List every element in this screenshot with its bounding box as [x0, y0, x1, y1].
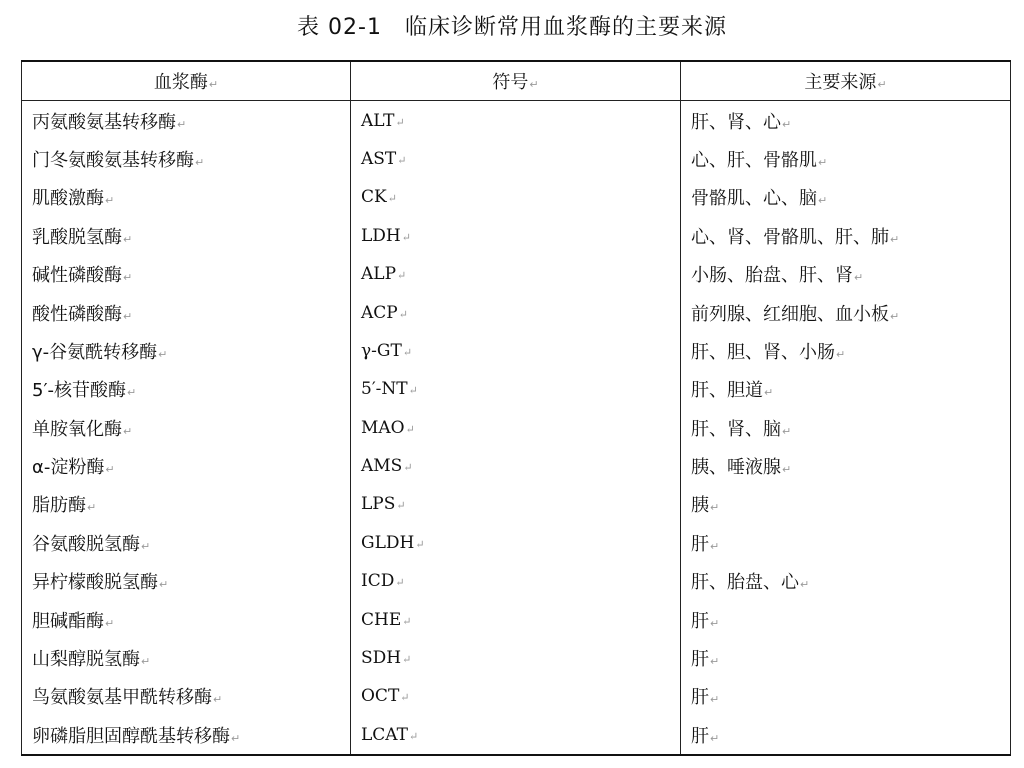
enzyme-cell — [22, 293, 351, 331]
symbol-cell-text: ICD — [361, 571, 395, 592]
paragraph-mark-icon — [710, 732, 719, 745]
enzyme-cell-text: 脂肪酶 — [32, 495, 86, 517]
symbol-cell-text: MAO — [361, 417, 405, 438]
paragraph-mark-icon — [403, 461, 412, 474]
paragraph-mark-icon — [123, 233, 132, 246]
table-title: 表 02-1 临床诊断常用血浆酶的主要来源 — [297, 15, 727, 40]
symbol-cell-text: γ-GT — [361, 340, 402, 361]
paragraph-mark-icon — [400, 691, 409, 704]
enzyme-cell — [22, 370, 351, 408]
source-cell — [681, 293, 1011, 331]
column-header-enzyme — [22, 61, 351, 101]
source-cell-text: 肝 — [691, 649, 709, 671]
paragraph-mark-icon — [710, 540, 719, 553]
column-header-source-label: 主要来源 — [804, 72, 877, 94]
paragraph-mark-icon — [415, 538, 424, 551]
symbol-cell — [351, 140, 681, 178]
enzyme-cell-text: 酸性磷酸酶 — [32, 303, 122, 325]
paragraph-mark-icon — [87, 501, 96, 514]
paragraph-mark-icon — [141, 655, 150, 668]
paragraph-mark-icon — [105, 194, 114, 207]
enzyme-cell — [22, 677, 351, 715]
symbol-cell — [351, 677, 681, 715]
table-row — [22, 600, 1011, 638]
table-row — [22, 255, 1011, 293]
enzyme-cell-text: 鸟氨酸氨基甲酰转移酶 — [32, 687, 212, 709]
table-row — [22, 409, 1011, 447]
paragraph-mark-icon — [782, 463, 791, 476]
paragraph-mark-icon — [836, 348, 845, 361]
table-row — [22, 140, 1011, 178]
paragraph-mark-icon — [177, 118, 186, 131]
enzyme-cell-text: 异柠檬酸脱氢酶 — [32, 572, 158, 594]
source-cell — [681, 447, 1011, 485]
paragraph-mark-icon — [529, 78, 538, 91]
enzyme-cell — [22, 255, 351, 293]
enzyme-cell-text: 胆碱酯酶 — [32, 610, 104, 632]
enzyme-cell-text: γ-谷氨酰转移酶 — [32, 341, 158, 363]
symbol-cell-text: ALT — [361, 110, 395, 131]
symbol-cell — [351, 255, 681, 293]
enzyme-cell — [22, 409, 351, 447]
paragraph-mark-icon — [800, 578, 809, 591]
paragraph-mark-icon — [402, 653, 411, 666]
enzyme-cell — [22, 600, 351, 638]
symbol-cell-text: GLDH — [361, 532, 415, 553]
source-cell-text: 骨骼肌、心、脑 — [691, 188, 817, 210]
enzyme-cell-text: 5′-核苷酸酶 — [32, 380, 127, 402]
symbol-cell-text: 5′-NT — [361, 379, 408, 400]
source-cell — [681, 255, 1011, 293]
symbol-cell-text: SDH — [361, 648, 402, 669]
enzyme-cell-text: 卵磷脂胆固醇酰基转移酶 — [32, 725, 230, 747]
paragraph-mark-icon — [402, 231, 411, 244]
source-cell — [681, 716, 1011, 755]
paragraph-mark-icon — [141, 540, 150, 553]
source-cell-text: 小肠、胎盘、肝、肾 — [691, 265, 853, 287]
paragraph-mark-icon — [764, 386, 773, 399]
symbol-cell — [351, 524, 681, 562]
paragraph-mark-icon — [399, 308, 408, 321]
symbol-cell-text: ACP — [361, 302, 398, 323]
paragraph-mark-icon — [395, 576, 404, 589]
source-cell-text: 肝、胆道 — [691, 380, 763, 402]
paragraph-mark-icon — [406, 423, 415, 436]
enzyme-cell — [22, 639, 351, 677]
table-row — [22, 178, 1011, 216]
source-cell — [681, 524, 1011, 562]
source-cell — [681, 178, 1011, 216]
source-cell — [681, 639, 1011, 677]
symbol-cell — [351, 562, 681, 600]
enzyme-cell — [22, 485, 351, 523]
symbol-cell — [351, 217, 681, 255]
symbol-cell — [351, 101, 681, 140]
paragraph-mark-icon — [396, 116, 405, 129]
enzyme-cell-text: 乳酸脱氢酶 — [32, 226, 122, 248]
symbol-cell — [351, 639, 681, 677]
symbol-cell — [351, 447, 681, 485]
symbol-cell-text: LDH — [361, 225, 401, 246]
paragraph-mark-icon — [782, 118, 791, 131]
enzyme-cell — [22, 140, 351, 178]
source-cell — [681, 101, 1011, 140]
paragraph-mark-icon — [127, 386, 136, 399]
table-row — [22, 716, 1011, 755]
paragraph-mark-icon — [105, 463, 114, 476]
source-cell-text: 肝 — [691, 533, 709, 555]
symbol-cell — [351, 485, 681, 523]
enzyme-cell-text: 山梨醇脱氢酶 — [32, 649, 140, 671]
source-cell-text: 肝、肾、心 — [691, 111, 781, 133]
paragraph-mark-icon — [159, 578, 168, 591]
symbol-cell — [351, 409, 681, 447]
paragraph-mark-icon — [818, 156, 827, 169]
table-row — [22, 370, 1011, 408]
symbol-cell — [351, 293, 681, 331]
paragraph-mark-icon — [123, 310, 132, 323]
source-cell — [681, 370, 1011, 408]
enzyme-cell-text: 碱性磷酸酶 — [32, 265, 122, 287]
paragraph-mark-icon — [388, 192, 397, 205]
paragraph-mark-icon — [402, 615, 411, 628]
paragraph-mark-icon — [209, 78, 218, 91]
symbol-cell-text: LPS — [361, 494, 396, 515]
symbol-cell-text: ALP — [361, 264, 397, 285]
enzyme-cell — [22, 524, 351, 562]
column-header-source — [681, 61, 1011, 101]
paragraph-mark-icon — [818, 194, 827, 207]
table-row — [22, 332, 1011, 370]
source-cell-text: 肝 — [691, 610, 709, 632]
paragraph-mark-icon — [158, 348, 167, 361]
source-cell-text: 心、肝、骨骼肌 — [691, 149, 817, 171]
table-row — [22, 562, 1011, 600]
paragraph-mark-icon — [890, 310, 899, 323]
table-row — [22, 677, 1011, 715]
source-cell — [681, 140, 1011, 178]
enzyme-cell — [22, 178, 351, 216]
table-row — [22, 485, 1011, 523]
source-cell — [681, 217, 1011, 255]
table-row — [22, 447, 1011, 485]
column-header-symbol — [351, 61, 681, 101]
table-row — [22, 101, 1011, 140]
table-row — [22, 524, 1011, 562]
paragraph-mark-icon — [710, 693, 719, 706]
enzyme-cell-text: 单胺氧化酶 — [32, 418, 122, 440]
paragraph-mark-icon — [231, 732, 240, 745]
symbol-cell-text: CK — [361, 187, 387, 208]
source-cell — [681, 562, 1011, 600]
source-cell — [681, 485, 1011, 523]
source-cell — [681, 677, 1011, 715]
source-cell-text: 肝、肾、脑 — [691, 418, 781, 440]
symbol-cell — [351, 600, 681, 638]
paragraph-mark-icon — [710, 501, 719, 514]
source-cell-text: 肝、胎盘、心 — [691, 572, 799, 594]
table-row — [22, 639, 1011, 677]
symbol-cell-text: LCAT — [361, 724, 408, 745]
enzyme-cell-text: 丙氨酸氨基转移酶 — [32, 111, 176, 133]
paragraph-mark-icon — [403, 346, 412, 359]
symbol-cell — [351, 332, 681, 370]
paragraph-mark-icon — [123, 271, 132, 284]
symbol-cell — [351, 370, 681, 408]
paragraph-mark-icon — [397, 269, 406, 282]
source-cell-text: 胰、唾液腺 — [691, 457, 781, 479]
paragraph-mark-icon — [195, 156, 204, 169]
source-cell — [681, 409, 1011, 447]
paragraph-mark-icon — [213, 693, 222, 706]
table-body — [22, 101, 1011, 755]
paragraph-mark-icon — [409, 730, 418, 743]
source-cell-text: 心、肾、骨骼肌、肝、肺 — [691, 226, 889, 248]
enzyme-cell — [22, 101, 351, 140]
paragraph-mark-icon — [123, 425, 132, 438]
enzyme-cell — [22, 217, 351, 255]
symbol-cell — [351, 716, 681, 755]
symbol-cell-text: OCT — [361, 686, 400, 707]
enzyme-cell-text: 门冬氨酸氨基转移酶 — [32, 149, 194, 171]
column-header-symbol-label: 符号 — [492, 72, 529, 94]
enzyme-cell-text: α-淀粉酶 — [32, 457, 105, 479]
source-cell-text: 肝 — [691, 725, 709, 747]
enzyme-cell — [22, 716, 351, 755]
paragraph-mark-icon — [397, 154, 406, 167]
table-row — [22, 293, 1011, 331]
paragraph-mark-icon — [854, 271, 863, 284]
enzyme-cell — [22, 562, 351, 600]
source-cell — [681, 332, 1011, 370]
source-cell — [681, 600, 1011, 638]
table-header-row — [22, 61, 1011, 101]
enzyme-cell — [22, 447, 351, 485]
symbol-cell-text: CHE — [361, 609, 402, 630]
source-cell-text: 胰 — [691, 495, 709, 517]
symbol-cell-text: AMS — [361, 456, 403, 477]
paragraph-mark-icon — [782, 425, 791, 438]
paragraph-mark-icon — [877, 78, 886, 91]
enzyme-source-table — [21, 60, 1011, 756]
symbol-cell-text: AST — [361, 148, 397, 169]
column-header-enzyme-label: 血浆酶 — [153, 72, 208, 94]
source-cell-text: 肝、胆、肾、小肠 — [691, 341, 835, 363]
source-cell-text: 前列腺、红细胞、血小板 — [691, 303, 889, 325]
symbol-cell — [351, 178, 681, 216]
paragraph-mark-icon — [409, 384, 418, 397]
paragraph-mark-icon — [396, 499, 405, 512]
enzyme-cell-text: 肌酸激酶 — [32, 188, 104, 210]
paragraph-mark-icon — [890, 233, 899, 246]
paragraph-mark-icon — [710, 655, 719, 668]
paragraph-mark-icon — [105, 617, 114, 630]
table-row — [22, 217, 1011, 255]
source-cell-text: 肝 — [691, 687, 709, 709]
enzyme-cell-text: 谷氨酸脱氢酶 — [32, 533, 140, 555]
paragraph-mark-icon — [710, 617, 719, 630]
enzyme-cell — [22, 332, 351, 370]
